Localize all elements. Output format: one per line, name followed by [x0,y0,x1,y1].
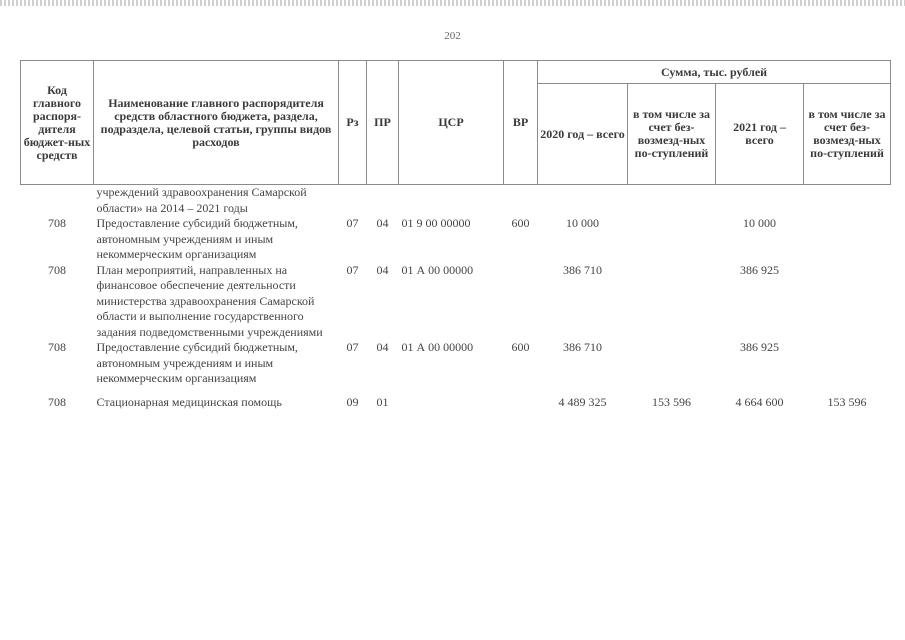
row-spacer [21,387,891,395]
cell-pr: 01 [376,394,389,409]
header-sum-group: Сумма, тыс. рублей [538,61,891,84]
cell-2021-gratuitous: 153 596 [827,394,867,409]
header-code: Код главного распоря-дителя бюджет-ных средств [21,61,94,185]
cell-rz: 07 [346,216,359,230]
cell-csr [399,185,504,217]
cell-name: План мероприятий, направленных на финансовое обеспечение деятельности министерства здравоохранения Самарской области и выполнение государственного задания подведомственными учреждениями [96,262,323,339]
cell-vr: 600 [511,216,530,230]
cell-2020-total: 386 710 [563,262,602,277]
header-rz: Рз [339,61,367,185]
cell-vr [504,395,538,411]
cell-2020-total: 4 489 325 [558,394,607,409]
cell-name: Предоставление субсидий бюджетным, автономным учреждениям и иным некоммерческим организациям [96,340,298,385]
table-row [21,185,891,217]
cell-rz [339,185,367,217]
cell-name: учреждений здравоохранения Самарской области» на 2014 – 2021 годы [96,185,307,215]
cell-2020-gratuitous [628,185,716,217]
scan-top-border [0,0,905,6]
table-header [21,61,891,185]
header-pr: ПР [367,61,399,185]
table-row [21,263,891,341]
cell-pr [367,185,399,217]
cell-rz: 09 [346,394,359,409]
cell-2020-total: 10 000 [566,216,599,230]
cell-name: Предоставление субсидий бюджетным, автономным учреждениям и иным некоммерческим организациям [96,216,298,261]
cell-csr: 01 9 00 00000 [401,216,471,230]
cell-code: 708 [48,216,66,230]
cell-vr [504,185,538,217]
cell-2021-total: 386 925 [740,262,779,277]
cell-name: Стационарная медицинская помощь [96,394,282,409]
cell-csr: 01 А 00 00000 [401,262,474,277]
table-row [21,395,891,411]
cell-rz: 07 [346,262,359,277]
cell-vr: 600 [511,340,530,354]
cell-2020-gratuitous: 153 596 [652,394,691,409]
cell-code: 708 [48,394,66,409]
cell-2020-gratuitous [628,216,716,263]
cell-2021-gratuitous [804,340,891,387]
cell-2021-total: 10 000 [743,216,776,230]
cell-2021-total: 386 925 [740,340,779,354]
cell-2021-total: 4 664 600 [735,394,784,409]
cell-code [21,185,94,217]
cell-code: 708 [48,262,66,277]
cell-csr: 01 А 00 00000 [401,340,474,354]
cell-2021-total [716,185,804,217]
cell-2020-total: 386 710 [563,340,602,354]
header-2021-total: 2021 год – всего [716,84,804,185]
cell-code: 708 [48,340,66,354]
cell-csr [399,395,504,411]
budget-table [20,60,891,410]
cell-2021-gratuitous [804,216,891,263]
cell-2020-gratuitous [628,340,716,387]
cell-pr: 04 [376,262,389,277]
cell-rz: 07 [346,340,359,354]
cell-pr: 04 [376,216,389,230]
cell-vr [504,263,538,341]
cell-2020-gratuitous [628,263,716,341]
table-body [21,185,891,411]
cell-pr: 04 [376,340,389,354]
table-row [21,216,891,263]
table-row [21,340,891,387]
header-csr: ЦСР [399,61,504,185]
header-vr: ВР [504,61,538,185]
cell-2020-total [538,185,628,217]
header-2020-gratuitous: в том числе за счет без-возмезд-ных по-ступлений [628,84,716,185]
cell-2021-gratuitous [804,263,891,341]
header-name: Наименование главного распорядителя средств областного бюджета, раздела, подраздела, целевой статьи, группы видов расходов [94,61,339,185]
header-2020-total: 2020 год – всего [538,84,628,185]
page-number: 202 [444,30,461,42]
header-2021-gratuitous: в том числе за счет без-возмезд-ных по-ступлений [804,84,891,185]
cell-2021-gratuitous [804,185,891,217]
spacer-cell [21,387,891,395]
